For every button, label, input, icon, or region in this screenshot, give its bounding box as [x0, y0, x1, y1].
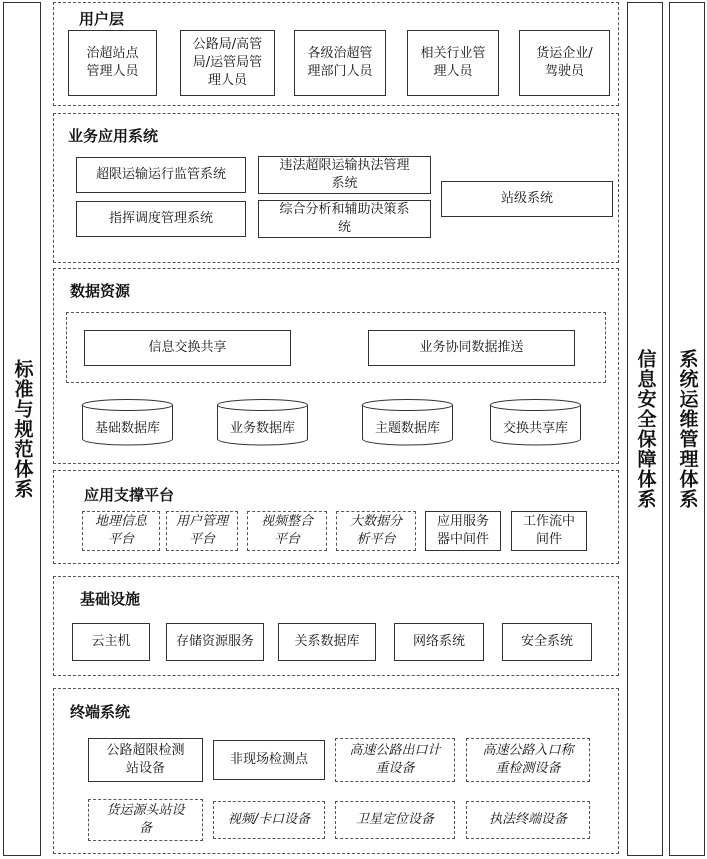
user-item: 治超站点 管理人员 — [68, 30, 157, 96]
user-item: 各级治超管 理部门人员 — [294, 30, 386, 96]
infra-item: 安全系统 — [502, 623, 592, 661]
business-item: 站级系统 — [441, 181, 613, 217]
business-layer-title: 业务应用系统 — [68, 127, 159, 145]
infra-item: 网络系统 — [394, 623, 484, 661]
database-label: 主题数据库 — [374, 421, 440, 436]
infra-item: 存储资源服务 — [166, 623, 264, 661]
platform-item: 用户管理 平台 — [166, 511, 238, 551]
database-label: 交换共享库 — [502, 421, 568, 436]
user-layer-title: 用户层 — [79, 10, 125, 28]
infra-layer-title: 基础设施 — [80, 590, 141, 608]
user-item: 货运企业/ 驾驶员 — [519, 30, 610, 96]
platform-item: 地理信息 平台 — [82, 511, 160, 551]
database-label: 基础数据库 — [94, 421, 160, 436]
standards-system-label: 标准与规范体系 — [11, 359, 34, 499]
terminal-item: 视频/卡口设备 — [213, 801, 325, 839]
infra-item: 关系数据库 — [278, 623, 376, 661]
operations-system-bar — [669, 2, 705, 856]
database-cylinder — [490, 399, 581, 447]
business-item: 综合分析和辅助决策系 统 — [258, 200, 431, 238]
terminal-item: 非现场检测点 — [213, 740, 325, 780]
security-system-bar — [627, 2, 663, 856]
data-push-box: 业务协同数据推送 — [368, 330, 575, 366]
security-system-label: 信息安全保障体系 — [634, 349, 657, 509]
terminal-item: 高速公路入口称 重检测设备 — [466, 738, 590, 782]
platform-item: 应用服务 器中间件 — [425, 511, 501, 551]
operations-system-label: 系统运维管理体系 — [676, 349, 699, 509]
terminal-item: 卫星定位设备 — [335, 801, 455, 839]
terminal-item: 执法终端设备 — [466, 801, 590, 839]
data-layer-title: 数据资源 — [70, 282, 131, 300]
user-item: 相关行业管 理人员 — [407, 30, 499, 96]
platform-layer-title: 应用支撑平台 — [84, 486, 175, 504]
platform-item: 工作流中 间件 — [511, 511, 587, 551]
business-item: 指挥调度管理系统 — [76, 201, 246, 237]
database-label: 业务数据库 — [229, 421, 295, 436]
platform-item: 视频整合 平台 — [247, 511, 327, 551]
terminal-item: 货运源头站设 备 — [88, 799, 203, 841]
database-cylinder — [217, 399, 308, 447]
business-item: 超限运输运行监管系统 — [76, 157, 246, 193]
standards-system-bar — [3, 2, 41, 856]
database-cylinder — [362, 399, 453, 447]
platform-item: 大数据分 析平台 — [336, 511, 416, 551]
info-exchange-box: 信息交换共享 — [84, 330, 291, 366]
user-item: 公路局/高管 局/运管局管 理人员 — [180, 30, 275, 96]
terminal-item: 公路超限检测 站设备 — [88, 738, 203, 782]
terminal-layer-title: 终端系统 — [70, 703, 131, 721]
terminal-item: 高速公路出口计 重设备 — [335, 738, 455, 782]
infra-item: 云主机 — [72, 623, 150, 661]
business-item: 违法超限运输执法管理 系统 — [258, 156, 431, 194]
database-cylinder — [82, 399, 173, 447]
